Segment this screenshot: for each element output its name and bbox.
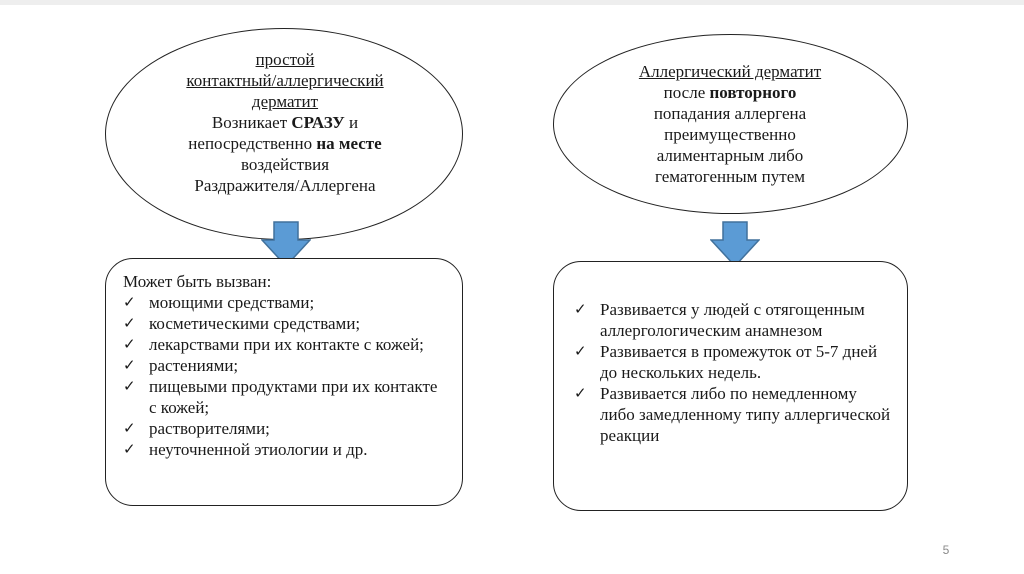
check-icon: ✓: [123, 419, 136, 437]
arises-line: Возникает СРАЗУ и: [211, 113, 359, 132]
check-icon: ✓: [123, 377, 136, 395]
causes-intro: Может быть вызван:: [123, 272, 272, 291]
causes-list: [123, 292, 443, 460]
list-item: ✓ лекарствами при их контакте с кожей;: [123, 335, 424, 354]
ellipse-body-line: преимущественно: [664, 125, 796, 144]
list-item: ✓ косметическими средствами;: [123, 314, 361, 333]
directly-line: непосредственно на месте: [188, 134, 382, 153]
top-rule: [0, 0, 1024, 5]
repeated-emphasis: повторного: [709, 83, 797, 102]
ellipse-title-line: контактный/аллергический: [186, 71, 384, 90]
check-icon: ✓: [574, 300, 587, 318]
agent-line: Раздражителя/Аллергена: [194, 176, 376, 195]
list-item: ✓ неуточненной этиологии и др.: [123, 440, 368, 459]
list-item: ✓ Развивается либо по немедленному либо замедленному типу аллергической реакции: [574, 384, 891, 445]
ellipse-title-line: дерматит: [251, 92, 319, 111]
check-icon: ✓: [123, 440, 136, 458]
ellipse-title-line: простой: [255, 50, 315, 69]
on-site-emphasis: на месте: [316, 134, 382, 153]
after-line: после повторного: [663, 83, 797, 102]
check-icon: ✓: [123, 293, 136, 311]
ellipse-body-line: гематогенным путем: [655, 167, 805, 186]
check-icon: ✓: [123, 314, 136, 332]
list-item: ✓ моющими средствами;: [123, 293, 315, 312]
causes-text: [123, 271, 443, 460]
development-text: [574, 299, 894, 446]
check-icon: ✓: [574, 384, 587, 402]
development-list: [574, 299, 894, 446]
ellipse-body-line: алиментарным либо: [656, 146, 804, 165]
check-icon: ✓: [574, 342, 587, 360]
page-number: 5: [942, 543, 950, 557]
ellipse-title-line: Аллергический дерматит: [638, 62, 822, 81]
list-item: ✓ Развивается в промежуток от 5-7 дней до нескольких недель.: [574, 342, 878, 382]
list-item: ✓ растворителями;: [123, 419, 270, 438]
ellipse-body-line: попадания аллергена: [653, 104, 807, 123]
exposure-line: воздействия: [240, 155, 330, 174]
list-item: ✓ пищевыми продуктами при их контакте с кожей;: [123, 377, 438, 417]
list-item: ✓ Развивается у людей с отягощенным аллергологическим анамнезом: [574, 300, 865, 340]
check-icon: ✓: [123, 335, 136, 353]
allergic-dermatitis-text: [575, 61, 885, 187]
list-item: ✓ растениями;: [123, 356, 239, 375]
simple-contact-dermatitis-text: [130, 49, 440, 196]
immediately-emphasis: СРАЗУ: [291, 113, 345, 132]
check-icon: ✓: [123, 356, 136, 374]
